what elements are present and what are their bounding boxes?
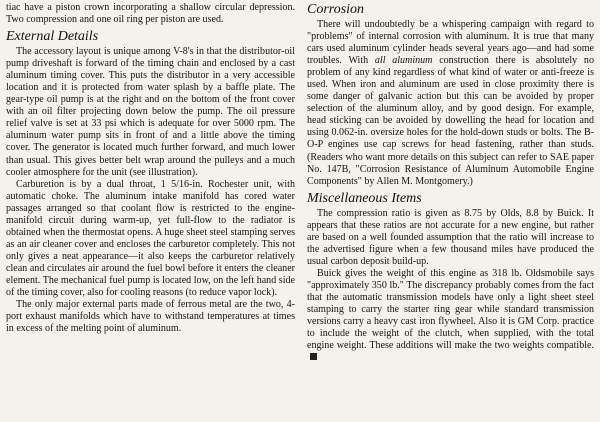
paragraph (307, 268, 594, 364)
right-column (307, 2, 594, 364)
paragraph: The only major external parts made of ferrous metal are the two, 4-port exhaust manifolds which have to withstand temperatures at times in excess of the melting point of aluminum. (6, 299, 295, 335)
section-heading-corrosion: Corrosion (307, 2, 365, 17)
section-heading-external-details: External Details (6, 29, 99, 45)
left-column (6, 2, 295, 335)
paragraph: Carburetion is by a dual throat, 1 5/16-in. Rochester unit, with automatic choke. The aluminum intake manifold has cored water passages arranged so that coolant flow is restricted to the engine-manifold circuit during warm-up, yet full-flow to the radiator is obtained when the thermostat opens. A huge sheet steel stamping serves as an air cleaner cover and encloses the carburetor completely. This not only gives a neat appearance—it also keeps the carburetor relatively clean and circulates air around the fuel bowl before it enters the cleaner element. The mechanical fuel pump is located low, on the left hand side of the timing cover, also for cooling reasons (to reduce vapor lock). (6, 178, 295, 299)
section-heading-miscellaneous: Miscellaneous Items (307, 190, 422, 206)
intro-paragraph: tiac have a piston crown incorporating a shallow circular depression. Two compression and one oil ring per piston are used. (6, 2, 295, 26)
emphasis-text: all aluminum (374, 55, 433, 67)
paragraph: The compression ratio is given as 8.75 by Olds, 8.8 by Buick. It appears that these ratios are not accurate for a new engine, but rather are based on a well founded assumption that the ratio will increase to the advertised figure when a few thousand miles have produced the usual carbon deposit build-up. (307, 207, 594, 267)
end-of-article-mark (310, 353, 317, 360)
text-run: construction there is absolutely no problem of any kind regardless of what kind of water or anti-freeze is used. When iron and aluminum are used in close proximity there is some danger of galvanic action but this can be avoided by proper selection of the aluminum alloy, and by good design. For example, head sticking can be avoided by dowelling the head for location and using 0.062-in. oversize holes for the hold-down studs or bolts. The B-O-P engines use cap screws for head fastening, rather than studs. (Readers who want more details on this subject can refer to SAE paper No. 147B, "Corrosion Resistance of Aluminum Automobile Engine Components" by Allen M. Montgomery.) (307, 55, 594, 187)
paragraph (307, 19, 594, 188)
paragraph: The accessory layout is unique among V-8's in that the distributor-oil pump driveshaft is forward of the timing chain and enclosed by a cast aluminum timing cover. This puts the distributor in a very accessible location and it is protected from water splash by a baffle plate. The gear-type oil pump is at the right and on the bottom of the front cover with an oil filter projecting down below the pump. The oil pressure relief valve is set at 33 psi which is adequate for over 5000 rpm. The aluminum water pump sits in front of and a little above the timing cover. The generator is located much further forward, and much lower than usual. This gives better belt wrap around the pulleys and a much cooler atmosphere for the unit (see illustration). (6, 46, 295, 178)
text-run: Buick gives the weight of this engine as 318 lb. Oldsmobile says "approximately 350 lb." The discrepancy probably comes from the fact that the automatic transmission models have only a light sheet steel stamping to carry the starter ring gear while standard transmission versions carry a heavy cast iron flywheel. Also it is GM Corp. practice to include the weight of the clutch, when supplied, with the total engine weight. These additions will make the two weights compatible. (307, 267, 594, 352)
text-run: There will undoubtedly be a whispering campaign with regard to "problems" of internal corrosion with aluminum. It is true that many cars used aluminum cylinder heads several years ago—and had some troubles. With (307, 19, 594, 67)
